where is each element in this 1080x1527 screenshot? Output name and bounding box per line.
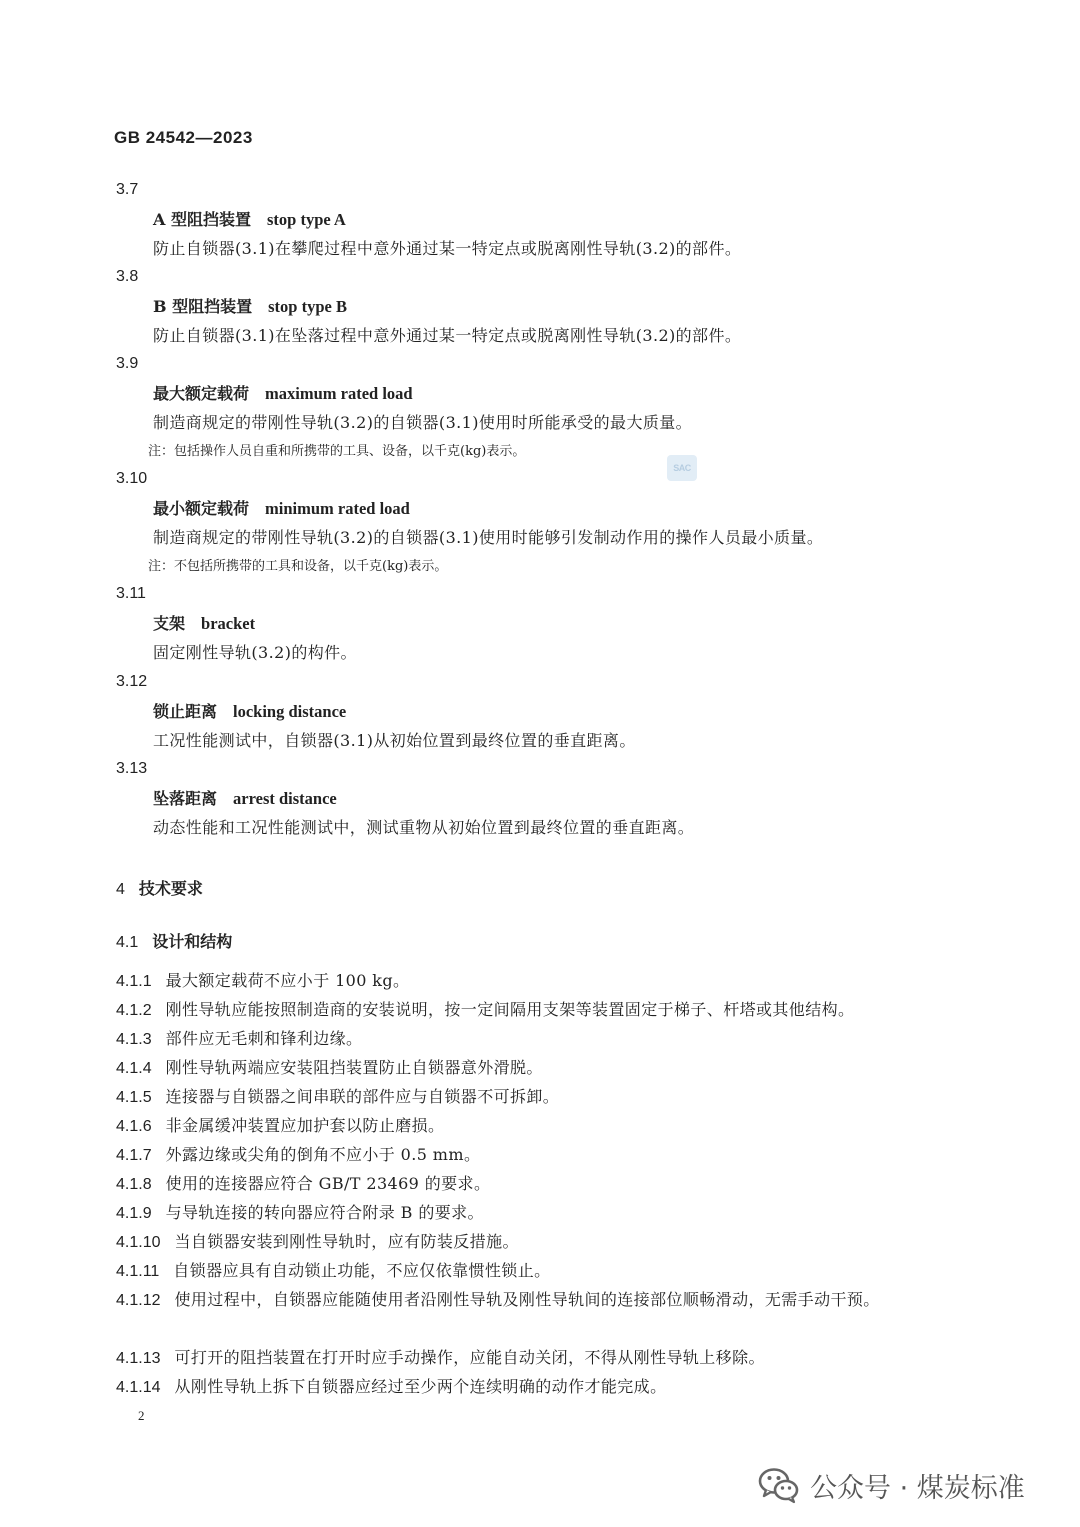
section-4-1-heading — [116, 929, 232, 952]
term-zh: A 型阻挡装置 — [153, 210, 251, 229]
term-en: minimum rated load — [265, 499, 410, 518]
term-en: maximum rated load — [265, 384, 413, 403]
clause-text: 非金属缓冲装置应加护套以防止磨损。 — [165, 1116, 445, 1135]
clause-4-1-7 — [116, 1140, 966, 1170]
term-number: 3.7 — [116, 181, 139, 198]
term-number: 3.9 — [116, 355, 139, 372]
clause-number: 4.1.12 — [116, 1292, 161, 1309]
clause-number: 4.1.1 — [116, 973, 152, 990]
term-definition: 防止自锁器(3.1)在攀爬过程中意外通过某一特定点或脱离刚性导轨(3.2)的部件。 — [153, 239, 742, 258]
clause-4-1-8 — [116, 1169, 966, 1199]
clause-text: 使用过程中，自锁器应能随使用者沿刚性导轨及刚性导轨间的连接部位顺畅滑动，无需手动干预。 — [174, 1290, 880, 1309]
standard-code: GB 24542—2023 — [114, 128, 253, 147]
term-title — [116, 384, 1016, 413]
clause-4-1-10 — [116, 1227, 966, 1257]
clause-number: 4.1.9 — [116, 1205, 152, 1222]
term-definition: 防止自锁器(3.1)在坠落过程中意外通过某一特定点或脱离刚性导轨(3.2)的部件。 — [153, 326, 742, 345]
term-definition: 制造商规定的带刚性导轨(3.2)的自锁器(3.1)使用时所能承受的最大质量。 — [153, 413, 693, 432]
clause-number: 4.1.2 — [116, 1002, 152, 1019]
clause-text: 与导轨连接的转向器应符合附录 B 的要求。 — [165, 1203, 484, 1222]
sac-watermark: SAC — [667, 455, 697, 481]
term-3-12 — [116, 672, 1016, 760]
term-en: bracket — [201, 614, 256, 633]
term-definition: 固定刚性导轨(3.2)的构件。 — [153, 643, 357, 662]
term-zh: 锁止距离 — [153, 702, 218, 721]
clause-text: 当自锁器安装到刚性导轨时，应有防装反措施。 — [174, 1232, 519, 1251]
clause-number: 4.1.14 — [116, 1379, 161, 1396]
term-3-7 — [116, 180, 1016, 268]
term-number: 3.13 — [116, 760, 148, 777]
page-number: 2 — [138, 1408, 145, 1423]
clause-text: 可打开的阻挡装置在打开时应手动操作，应能自动关闭，不得从刚性导轨上移除。 — [174, 1348, 765, 1367]
term-en: stop type B — [268, 297, 347, 316]
term-title — [116, 297, 1016, 326]
term-number: 3.12 — [116, 673, 148, 690]
term-3-8 — [116, 267, 1016, 355]
section-number: 4 — [116, 881, 125, 898]
term-en: arrest distance — [233, 789, 337, 808]
clause-4-1-4 — [116, 1053, 966, 1083]
section-4-heading — [116, 876, 203, 899]
clause-number: 4.1.5 — [116, 1089, 152, 1106]
term-en: stop type A — [267, 210, 346, 229]
clause-text: 外露边缘或尖角的倒角不应小于 0.5 mm。 — [165, 1145, 481, 1164]
clause-4-1-11 — [116, 1256, 966, 1286]
clause-text: 刚性导轨应能按照制造商的安装说明，按一定间隔用支架等装置固定于梯子、杆塔或其他结构。 — [165, 1000, 855, 1019]
clause-number: 4.1.6 — [116, 1118, 152, 1135]
term-zh: 坠落距离 — [153, 789, 218, 808]
clause-number: 4.1.3 — [116, 1031, 152, 1048]
clause-text: 最大额定载荷不应小于 100 kg。 — [165, 971, 410, 990]
wechat-icon — [758, 1465, 800, 1505]
clause-4-1-14 — [116, 1372, 966, 1402]
footer-brand-text: 公众号 · 煤炭标准 — [810, 1472, 1025, 1504]
clause-4-1-3 — [116, 1024, 966, 1054]
term-title — [116, 614, 1016, 643]
clause-4-1-13 — [116, 1343, 966, 1373]
footer-brand — [758, 1465, 1025, 1505]
term-3-9 — [116, 354, 1016, 469]
term-number: 3.10 — [116, 470, 148, 487]
term-zh: 支架 — [153, 614, 186, 633]
term-title — [116, 789, 1016, 818]
term-number: 3.11 — [116, 585, 146, 602]
clause-number: 4.1.11 — [116, 1263, 160, 1280]
section-title: 设计和结构 — [152, 932, 233, 951]
clause-number: 4.1.4 — [116, 1060, 152, 1077]
clause-text: 自锁器应具有自动锁止功能，不应仅依靠惯性锁止。 — [173, 1261, 551, 1280]
term-title — [116, 210, 1016, 239]
term-3-13 — [116, 759, 1016, 847]
term-title — [116, 499, 1016, 528]
clause-text: 刚性导轨两端应安装阻挡装置防止自锁器意外滑脱。 — [165, 1058, 543, 1077]
term-definition: 工况性能测试中，自锁器(3.1)从初始位置到最终位置的垂直距离。 — [153, 731, 636, 750]
clause-text: 部件应无毛刺和锋利边缘。 — [165, 1029, 363, 1048]
clause-text: 从刚性导轨上拆下自锁器应经过至少两个连续明确的动作才能完成。 — [174, 1377, 667, 1396]
clause-4-1-5 — [116, 1082, 966, 1112]
term-number: 3.8 — [116, 268, 139, 285]
clause-number: 4.1.8 — [116, 1176, 152, 1193]
clause-text: 连接器与自锁器之间串联的部件应与自锁器不可拆卸。 — [165, 1087, 560, 1106]
clause-4-1-9 — [116, 1198, 966, 1228]
term-3-11 — [116, 584, 1016, 672]
term-note: 注：包括操作人员自重和所携带的工具、设备，以千克(kg)表示。 — [148, 444, 526, 459]
clause-number: 4.1.7 — [116, 1147, 152, 1164]
term-definition: 动态性能和工况性能测试中，测试重物从初始位置到最终位置的垂直距离。 — [153, 818, 695, 837]
clause-4-1-6 — [116, 1111, 966, 1141]
term-zh: 最小额定载荷 — [153, 499, 250, 518]
clause-number: 4.1.13 — [116, 1350, 161, 1367]
section-number: 4.1 — [116, 934, 139, 951]
clause-text: 使用的连接器应符合 GB/T 23469 的要求。 — [165, 1174, 491, 1193]
term-en: locking distance — [233, 702, 347, 721]
term-3-10 — [116, 469, 1016, 584]
clause-4-1-12 — [116, 1285, 966, 1315]
clause-4-1-1 — [116, 966, 966, 996]
term-zh: B 型阻挡装置 — [153, 297, 253, 316]
term-zh: 最大额定载荷 — [153, 384, 250, 403]
section-title: 技术要求 — [138, 879, 203, 898]
clause-number: 4.1.10 — [116, 1234, 161, 1251]
clause-4-1-2 — [116, 995, 966, 1025]
term-title — [116, 702, 1016, 731]
term-definition: 制造商规定的带刚性导轨(3.2)的自锁器(3.1)使用时能够引发制动作用的操作人员最小质量。 — [153, 528, 824, 547]
term-note: 注：不包括所携带的工具和设备，以千克(kg)表示。 — [148, 559, 448, 574]
